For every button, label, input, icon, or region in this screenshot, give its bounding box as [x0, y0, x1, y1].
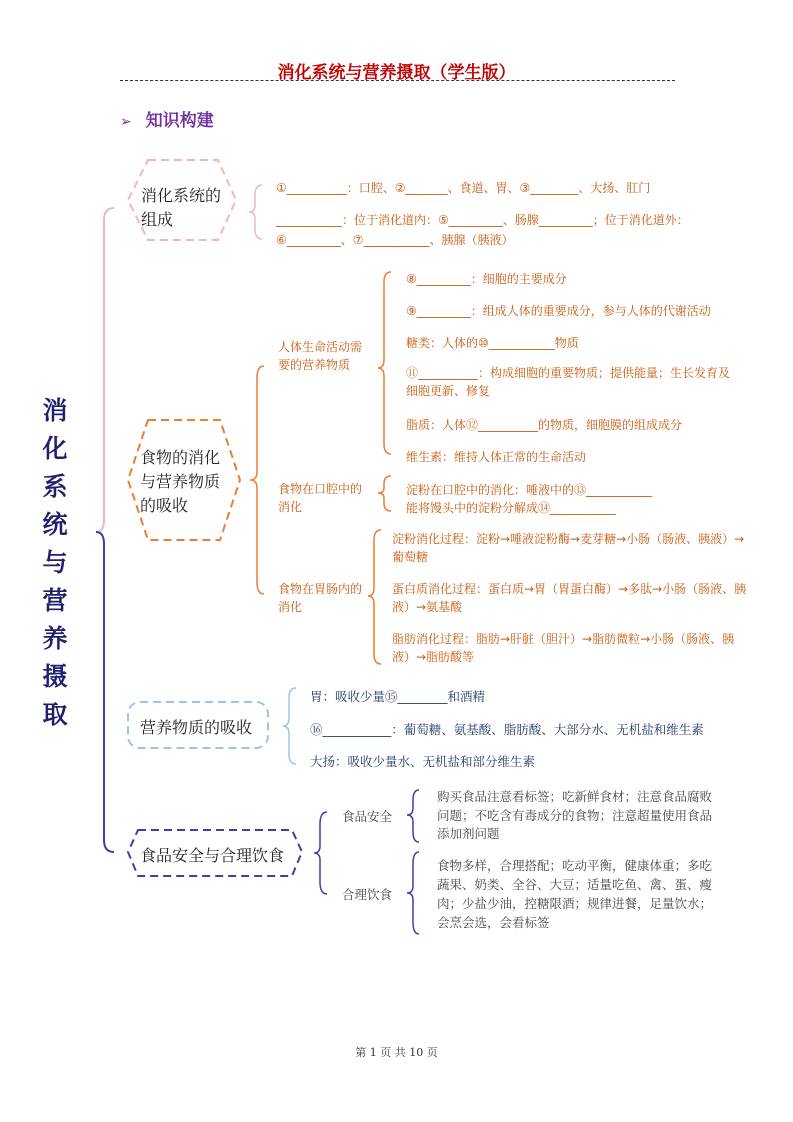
main-bracket-upper: [96, 208, 114, 532]
absorption-item: 胃：吸收少量⑮________和酒精: [310, 689, 486, 704]
nutrient-item: ⑪__________：构成细胞的重要物质；提供能量；生长发育及细胞更新、修复: [406, 366, 731, 398]
nutrient-item: 脂质：人体⑫__________的物质，细胞膜的组成成分: [406, 418, 683, 432]
title-divider: [120, 80, 675, 81]
digestive-line-3: ⑥_________、⑦___________、胰腺（胰液）: [276, 233, 514, 247]
mouth-line-1: 淀粉在口腔中的消化：唾液中的⑬___________: [406, 483, 653, 497]
label-stomach-intestine: 食物在胃肠内的消化: [278, 582, 363, 614]
nutrient-item: 糖类：人体的⑩___________物质: [406, 336, 579, 350]
section-title: 知识构建: [145, 111, 214, 131]
bracket-stomach: [368, 530, 381, 664]
nutrient-item: ⑧_________：细胞的主要成分: [406, 272, 567, 286]
mouth-line-2: 能将馒头中的淀粉分解成⑭___________: [406, 501, 617, 515]
bracket-digestive-system: [249, 185, 262, 239]
node-digestive-system: 消化系统的组成: [141, 186, 222, 229]
section-heading: [120, 106, 214, 131]
node-food-safety: 食品安全与合理饮食: [140, 846, 285, 865]
bracket-nutrients: [378, 272, 391, 454]
digestion-process: 淀粉消化过程：淀粉→唾液淀粉酶→麦芽糖→小肠（肠液、胰液）→葡萄糖: [392, 532, 745, 564]
document-title: 消化系统与营养摄取（学生版）: [277, 63, 516, 83]
digestive-line-2: ___________：位于消化道内：⑤_________、肠腺_________；位于消化道外：: [276, 213, 689, 227]
bracket-diet: [407, 852, 419, 934]
bracket-mouth: [378, 476, 391, 511]
diet-text: 食物多样，合理搭配；吃动平衡，健康体重；多吃蔬果、奶类、全谷、大豆；适量吃鱼、禽、蛋、瘦肉；少盐少油，控糖限酒；规律进餐，足量饮水；会烹会选，会看标签: [437, 858, 713, 930]
bracket-digestion: [250, 366, 264, 594]
node-absorption: 营养物质的吸收: [140, 718, 253, 737]
digestive-line-1: ①__________：口腔、②_______、食道、胃、③________、大扬、肛门: [276, 181, 651, 195]
digestion-process: 蛋白质消化过程：蛋白质→胃（胃蛋白酶）→多肽→小肠（肠液、胰液）→氨基酸: [392, 582, 747, 614]
nutrient-item: 维生素：维持人体正常的生命活动: [406, 450, 587, 464]
page-number: 第 1 页 共 10 页: [355, 1046, 438, 1059]
bracket-safety: [407, 790, 419, 842]
nutrient-item: ⑨_________：组成人体的重要成分，参与人体的代谢活动: [406, 304, 711, 318]
label-diet: 合理饮食: [342, 887, 393, 902]
food-safety-text: 购买食品注意看标签；吃新鲜食材；注意食品腐败问题；不吃含有毒成分的食物；注意超量使用食品添加剂问题: [437, 789, 713, 841]
main-bracket-lower: [96, 532, 114, 852]
main-topic: 消化系统与营养摄取: [42, 396, 68, 729]
bracket-food-safety: [314, 812, 327, 894]
digestion-process: 脂肪消化过程：脂肪→肝脏（胆汁）→脂肪微粒→小肠（肠液、胰液）→脂肪酸等: [392, 632, 735, 664]
bracket-absorption: [283, 688, 296, 764]
absorption-item: ⑯___________：葡萄糖、氨基酸、脂肪酸、大部分水、无机盐和维生素: [310, 722, 704, 737]
label-mouth: 食物在口腔中的消化: [278, 482, 363, 514]
arrow-icon: ➢: [120, 114, 132, 130]
absorption-item: 大扬：吸收少量水、无机盐和部分维生素: [310, 754, 536, 769]
node-digestion: 食物的消化与营养物质的吸收: [140, 448, 221, 515]
label-nutrients: 人体生命活动需要的营养物质: [278, 340, 363, 372]
label-food-safety: 食品安全: [342, 809, 393, 824]
